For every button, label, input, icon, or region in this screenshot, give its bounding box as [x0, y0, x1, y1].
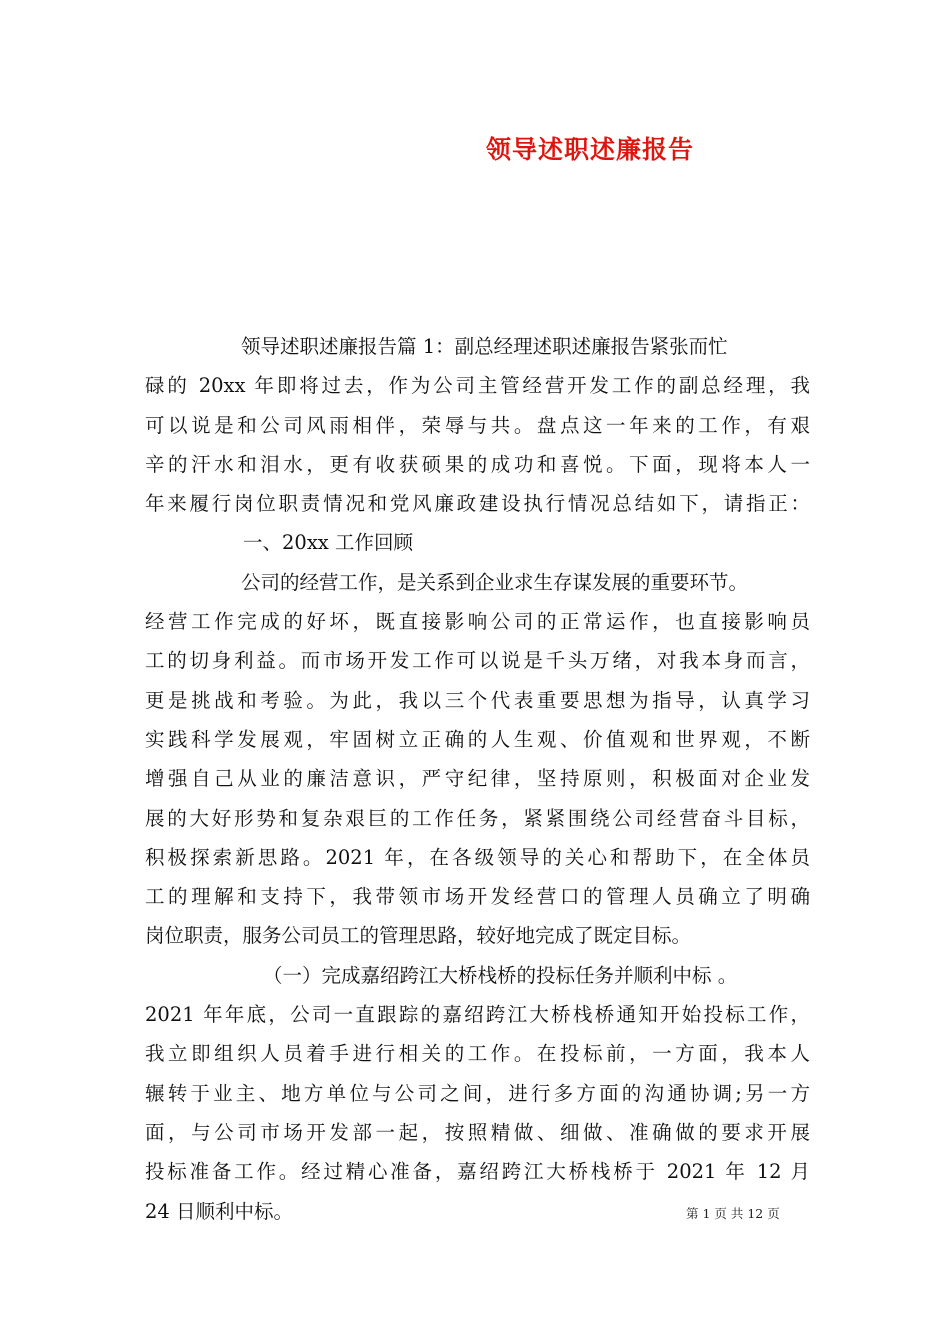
subsection-heading: （一）完成嘉绍跨江大桥栈桥的投标任务并顺利中标 。 [263, 963, 738, 987]
body-line: 年来履行岗位职责情况和党风廉政建设执行情况总结如下，请指正： [145, 492, 810, 516]
body-line: 展的大好形势和复杂艰巨的工作任务，紧紧围绕公司经营奋斗目标， [145, 806, 810, 830]
document-body [145, 327, 810, 1231]
body-line: 碌的 20xx 年即将过去，作为公司主管经营开发工作的副总经理，我 [145, 374, 810, 398]
body-line: 岗位职责，服务公司员工的管理思路，较好地完成了既定目标。 [145, 924, 692, 948]
body-line: 工的切身利益。而市场开发工作可以说是千头万绪，对我本身而言， [145, 649, 810, 673]
body-line: 我立即组织人员着手进行相关的工作。在投标前，一方面，我本人 [145, 1042, 810, 1066]
body-line: 投标准备工作。经过精心准备，嘉绍跨江大桥栈桥于 2021 年 12 月 [145, 1160, 810, 1184]
body-line: 领导述职述廉报告篇 1：副总经理述职述廉报告紧张而忙 [241, 335, 728, 358]
body-line: 公司的经营工作，是关系到企业求生存谋发展的重要环节。 [241, 570, 749, 594]
body-line: 2021 年年底，公司一直跟踪的嘉绍跨江大桥栈桥通知开始投标工作， [145, 1003, 810, 1027]
document-title: 领导述职述廉报告 [485, 135, 694, 164]
body-line: 经营工作完成的好坏，既直接影响公司的正常运作，也直接影响员 [145, 610, 810, 634]
body-line: 实践科学发展观，牢固树立正确的人生观、价值观和世界观，不断 [145, 727, 810, 751]
body-line: 工的理解和支持下，我带领市场开发经营口的管理人员确立了明确 [145, 885, 810, 909]
body-line: 积极探索新思路。2021 年，在各级领导的关心和帮助下，在全体员 [145, 845, 810, 869]
body-line: 面，与公司市场开发部一起，按照精做、细做、准确做的要求开展 [145, 1120, 810, 1144]
body-line: 24 日顺利中标。 [145, 1199, 294, 1223]
body-line: 可以说是和公司风雨相伴，荣辱与共。盘点这一年来的工作，有艰 [145, 413, 810, 437]
body-line: 更是挑战和考验。为此，我以三个代表重要思想为指导，认真学习 [145, 688, 810, 712]
body-line: 辛的汗水和泪水，更有收获硕果的成功和喜悦。下面，现将本人一 [145, 452, 810, 476]
section-heading: 一、20xx 工作回顾 [243, 531, 414, 555]
body-line: 辗转于业主、地方单位与公司之间，进行多方面的沟通协调;另一方 [145, 1081, 810, 1105]
body-line: 增强自己从业的廉洁意识，严守纪律，坚持原则，积极面对企业发 [145, 767, 810, 791]
page-number: 第 1 页 共 12 页 [686, 1206, 780, 1221]
